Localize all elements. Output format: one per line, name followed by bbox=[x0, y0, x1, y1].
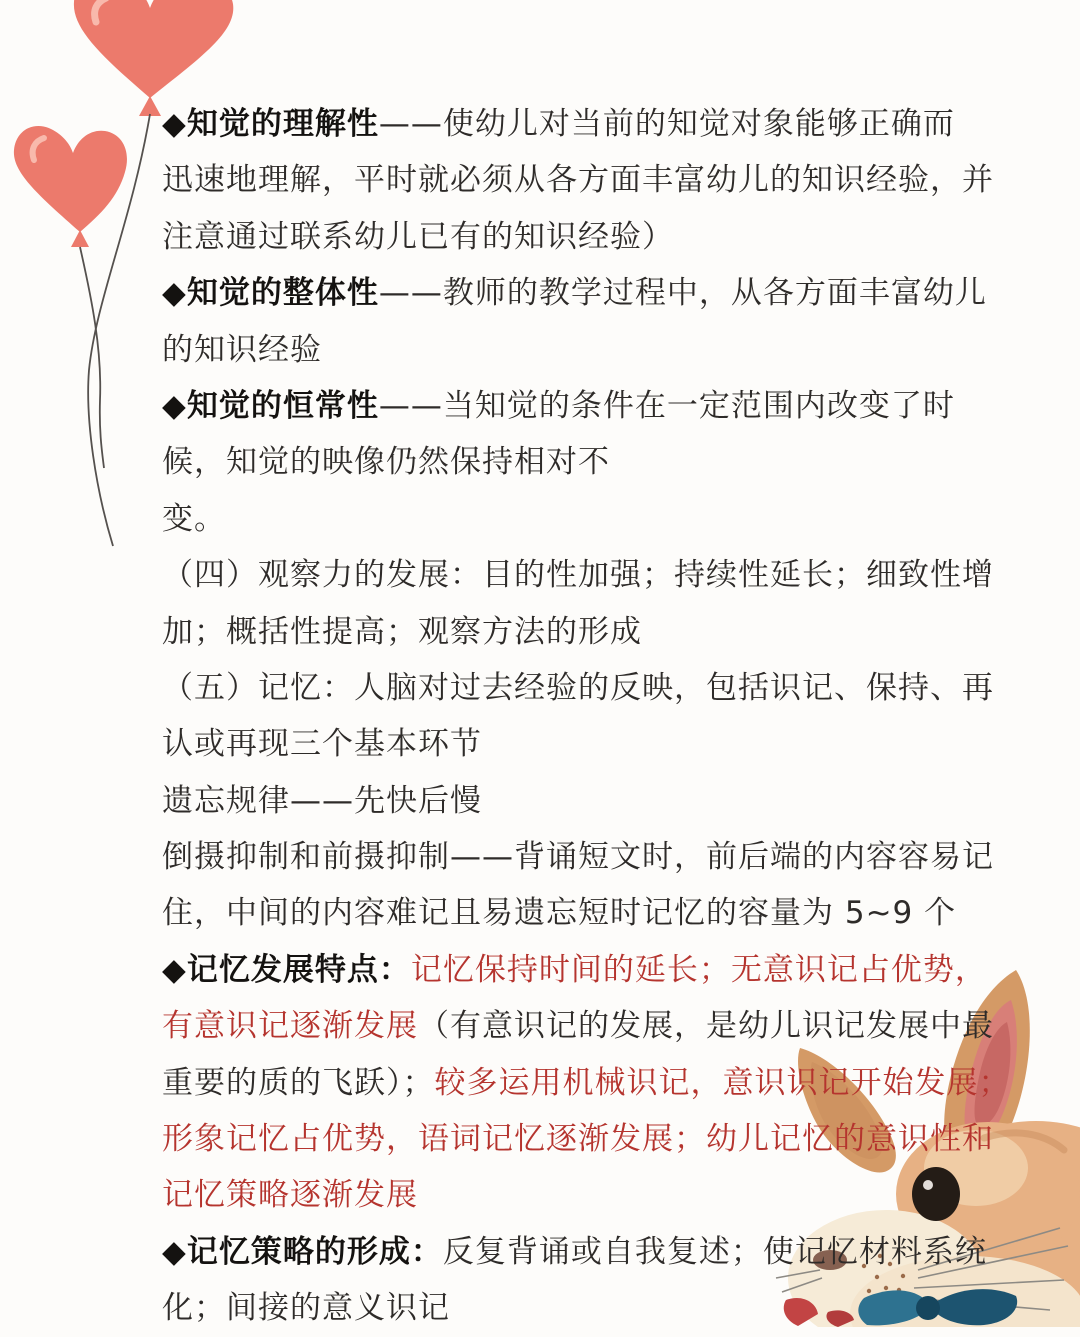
text-line bbox=[162, 378, 955, 434]
text-line bbox=[162, 1167, 952, 1223]
text-line bbox=[162, 998, 994, 1054]
text-line bbox=[162, 96, 955, 152]
text-segment-bold: ◆记忆发展特点： bbox=[162, 951, 411, 988]
text-segment-normal: 迅速地理解，平时就必须从各方面丰富幼儿的知识经验，并 bbox=[162, 162, 994, 199]
small-heart-string bbox=[80, 247, 104, 468]
text-segment-red: 较多运用机械识记，意识识记开始发展； bbox=[434, 1064, 1011, 1101]
text-segment-red: 记忆策略逐渐发展 bbox=[162, 1177, 418, 1214]
text-segment-normal: （四）观察力的发展：目的性加强；持续性延长；细致性增 bbox=[162, 557, 994, 594]
text-segment-normal: 重要的质的飞跃）； bbox=[162, 1064, 435, 1101]
text-segment-normal: （五）记忆：人脑对过去经验的反映，包括识记、保持、再 bbox=[162, 669, 994, 706]
text-segment-normal: （有意识记的发展，是幼儿识记发展中最 bbox=[418, 1008, 994, 1045]
text-segment-normal: 候，知觉的映像仍然保持相对不 bbox=[162, 444, 610, 481]
text-line bbox=[162, 1224, 987, 1280]
text-line bbox=[162, 1280, 952, 1336]
text-line bbox=[162, 1055, 1011, 1111]
text-line bbox=[162, 885, 957, 941]
text-line bbox=[162, 547, 994, 603]
text-segment-normal: 遗忘规律——先快后慢 bbox=[162, 782, 482, 819]
text-line bbox=[162, 322, 952, 378]
small-heart-knot bbox=[71, 230, 89, 247]
text-line bbox=[162, 660, 994, 716]
text-segment-normal: 注意通过联系幼儿已有的知识经验） bbox=[162, 218, 674, 255]
text-line bbox=[162, 491, 952, 547]
text-segment-bold: ◆知觉的恒常性 bbox=[162, 387, 379, 424]
text-segment-normal: 的知识经验 bbox=[162, 331, 322, 368]
text-segment-red: 有意识记逐渐发展 bbox=[162, 1008, 418, 1045]
text-segment-bold: ◆知觉的整体性 bbox=[162, 275, 379, 312]
text-line bbox=[162, 773, 952, 829]
note-text bbox=[162, 96, 1011, 1337]
text-segment-normal: 化；间接的意义识记 bbox=[162, 1290, 450, 1327]
text-line bbox=[162, 434, 952, 490]
text-segment-red: 形象记忆占优势，语词记忆逐渐发展；幼儿记忆的意识性和 bbox=[162, 1121, 994, 1158]
text-segment-red: 记忆保持时间的延长；无意识记占优势， bbox=[410, 951, 987, 988]
big-heart-knot bbox=[139, 96, 161, 116]
text-segment-normal: 认或再现三个基本环节 bbox=[162, 726, 482, 763]
text-segment-bold: ◆知觉的理解性 bbox=[162, 106, 379, 142]
text-segment-normal: 反复背诵或自我复述；使记忆材料系统 bbox=[442, 1233, 987, 1270]
text-segment-normal: ——教师的教学过程中，从各方面丰富幼儿 bbox=[378, 275, 987, 312]
small-heart-balloon bbox=[14, 126, 127, 232]
text-segment-normal: 住，中间的内容难记且易遗忘短时记忆的容量为 5~9 个 bbox=[162, 895, 957, 932]
text-segment-normal: ——当知觉的条件在一定范围内改变了时 bbox=[378, 387, 955, 424]
text-line bbox=[162, 716, 952, 772]
text-line bbox=[162, 265, 987, 321]
text-line bbox=[162, 604, 952, 660]
text-segment-normal: 加；概括性提高；观察方法的形成 bbox=[162, 613, 642, 650]
text-line bbox=[162, 829, 994, 885]
text-segment-bold: ◆记忆策略的形成： bbox=[162, 1233, 443, 1270]
text-line bbox=[162, 1111, 994, 1167]
text-line bbox=[162, 942, 987, 998]
text-segment-normal: 倒摄抑制和前摄抑制——背诵短文时，前后端的内容容易记 bbox=[162, 839, 994, 876]
text-line bbox=[162, 209, 952, 265]
text-segment-normal: 变。 bbox=[162, 500, 226, 537]
text-segment-normal: ——使幼儿对当前的知觉对象能够正确而 bbox=[378, 106, 955, 142]
text-line bbox=[162, 152, 994, 208]
